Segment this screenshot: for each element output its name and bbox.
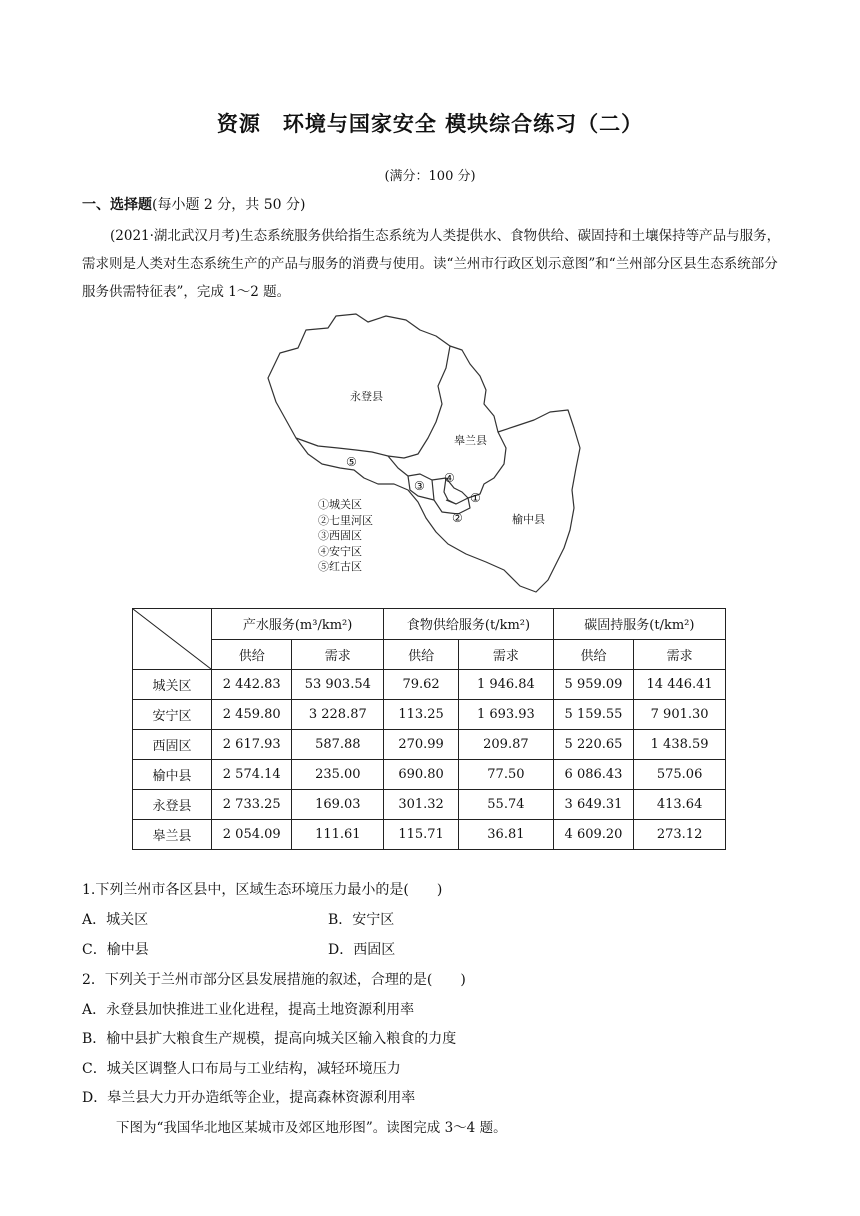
cell: 235.00	[292, 760, 384, 790]
q1-option-c[interactable]: C．榆中县	[82, 942, 149, 958]
supply-demand-table	[132, 608, 726, 850]
cell: 3 649.31	[553, 790, 633, 820]
sub-header: 供给	[553, 639, 633, 670]
legend-item: ⑤红古区	[318, 560, 362, 573]
table-row	[133, 790, 726, 820]
cell: 5 959.09	[553, 670, 633, 700]
legend-item: ④安宁区	[318, 544, 362, 558]
q1-option-d[interactable]: D．西固区	[328, 942, 396, 958]
marker-5: ⑤	[346, 455, 357, 469]
map-outline	[268, 314, 580, 592]
cell: 1 693.93	[459, 700, 554, 730]
sub-header: 供给	[212, 639, 292, 670]
cell: 115.71	[384, 820, 459, 850]
lanzhou-map	[258, 308, 588, 598]
label-gaolan: 皋兰县	[454, 434, 487, 447]
cell: 575.06	[634, 760, 726, 790]
cell: 413.64	[634, 790, 726, 820]
cell: 209.87	[459, 730, 554, 760]
row-name: 西固区	[133, 730, 212, 760]
sub-header: 需求	[459, 639, 554, 670]
q1-option-b[interactable]: B．安宁区	[328, 912, 395, 928]
cell: 1 946.84	[459, 670, 554, 700]
cell: 270.99	[384, 730, 459, 760]
legend-item: ②七里河区	[318, 513, 373, 527]
section-heading	[82, 194, 305, 214]
marker-1: ①	[470, 491, 481, 505]
cell: 36.81	[459, 820, 554, 850]
label-yuzhong: 榆中县	[512, 513, 545, 526]
border-yongdeng-gaolan	[388, 346, 450, 458]
row-name: 永登县	[133, 790, 212, 820]
group-header: 食物供给服务(t/km²)	[384, 609, 554, 640]
map-legend	[318, 497, 373, 575]
cell: 5 220.65	[553, 730, 633, 760]
cell: 2 574.14	[212, 760, 292, 790]
diagonal-header-cell	[133, 609, 212, 670]
sub-header: 供给	[384, 639, 459, 670]
cell: 690.80	[384, 760, 459, 790]
q1-option-a[interactable]: A．城关区	[82, 912, 149, 928]
page-title: 资源 环境与国家安全 模块综合练习（二）	[216, 112, 644, 136]
q2-option-b[interactable]: B．榆中县扩大粮食生产规模，提高向城关区输入粮食的力度	[82, 1031, 457, 1047]
marker-4: ④	[444, 471, 455, 485]
row-name: 城关区	[133, 670, 212, 700]
cell: 79.62	[384, 670, 459, 700]
next-intro: 下图为“我国华北地区某城市及郊区地形图”。读图完成 3～4 题。	[116, 1120, 507, 1136]
cell: 2 617.93	[212, 730, 292, 760]
section-label: 一、选择题	[82, 197, 152, 213]
cell: 5 159.55	[553, 700, 633, 730]
cell: 111.61	[292, 820, 384, 850]
cell: 587.88	[292, 730, 384, 760]
row-name: 榆中县	[133, 760, 212, 790]
cell: 55.74	[459, 790, 554, 820]
cell: 2 442.83	[212, 670, 292, 700]
q2-option-c[interactable]: C．城关区调整人口布局与工业结构，减轻环境压力	[82, 1061, 401, 1077]
cell: 169.03	[292, 790, 384, 820]
cell: 3 228.87	[292, 700, 384, 730]
cell: 113.25	[384, 700, 459, 730]
marker-3: ③	[414, 479, 425, 493]
table-row	[133, 670, 726, 700]
table-row	[133, 760, 726, 790]
legend-item: ③西固区	[318, 529, 362, 542]
cell: 2 733.25	[212, 790, 292, 820]
table-row	[133, 730, 726, 760]
group-header: 碳固持服务(t/km²)	[553, 609, 725, 640]
cell: 14 446.41	[634, 670, 726, 700]
cell: 301.32	[384, 790, 459, 820]
question-2-stem: 2．下列关于兰州市部分区县发展措施的叙述，合理的是( )	[82, 972, 466, 988]
full-score: (满分：100 分)	[384, 169, 476, 184]
q2-option-d[interactable]: D．皋兰县大力开办造纸等企业，提高森林资源利用率	[82, 1090, 416, 1106]
cell: 53 903.54	[292, 670, 384, 700]
cell: 2 054.09	[212, 820, 292, 850]
cell: 4 609.20	[553, 820, 633, 850]
cell: 77.50	[459, 760, 554, 790]
row-name: 安宁区	[133, 700, 212, 730]
border-districts	[388, 456, 468, 498]
sub-header: 需求	[292, 639, 384, 670]
cell: 6 086.43	[553, 760, 633, 790]
q2-option-a[interactable]: A．永登县加快推进工业化进程，提高土地资源利用率	[82, 1002, 415, 1018]
cell: 2 459.80	[212, 700, 292, 730]
border-yongdeng-south	[296, 438, 388, 456]
intro-paragraph: (2021·湖北武汉月考)生态系统服务供给指生态系统为人类提供水、食物供给、碳固持和土壤保持等产品与服务，需求则是人类对生态系统生产的产品与服务的消费与使用。读“兰州市行政区划示意图”和“兰州部分区县生态系统部分服务供需特征表”，完成 1～2 题。	[82, 228, 781, 300]
group-header: 产水服务(m³/km²)	[212, 609, 384, 640]
cell: 273.12	[634, 820, 726, 850]
marker-2: ②	[452, 511, 463, 525]
legend-item: ①城关区	[318, 498, 362, 511]
table-row	[133, 700, 726, 730]
cell: 1 438.59	[634, 730, 726, 760]
row-name: 皋兰县	[133, 820, 212, 850]
label-yongdeng: 永登县	[350, 390, 383, 403]
cell: 7 901.30	[634, 700, 726, 730]
diagonal-line	[133, 609, 211, 669]
section-note: (每小题 2 分，共 50 分)	[152, 197, 306, 213]
table-row	[133, 820, 726, 850]
question-1-stem: 1.下列兰州市各区县中，区域生态环境压力最小的是( )	[82, 882, 443, 898]
sub-header: 需求	[634, 639, 726, 670]
